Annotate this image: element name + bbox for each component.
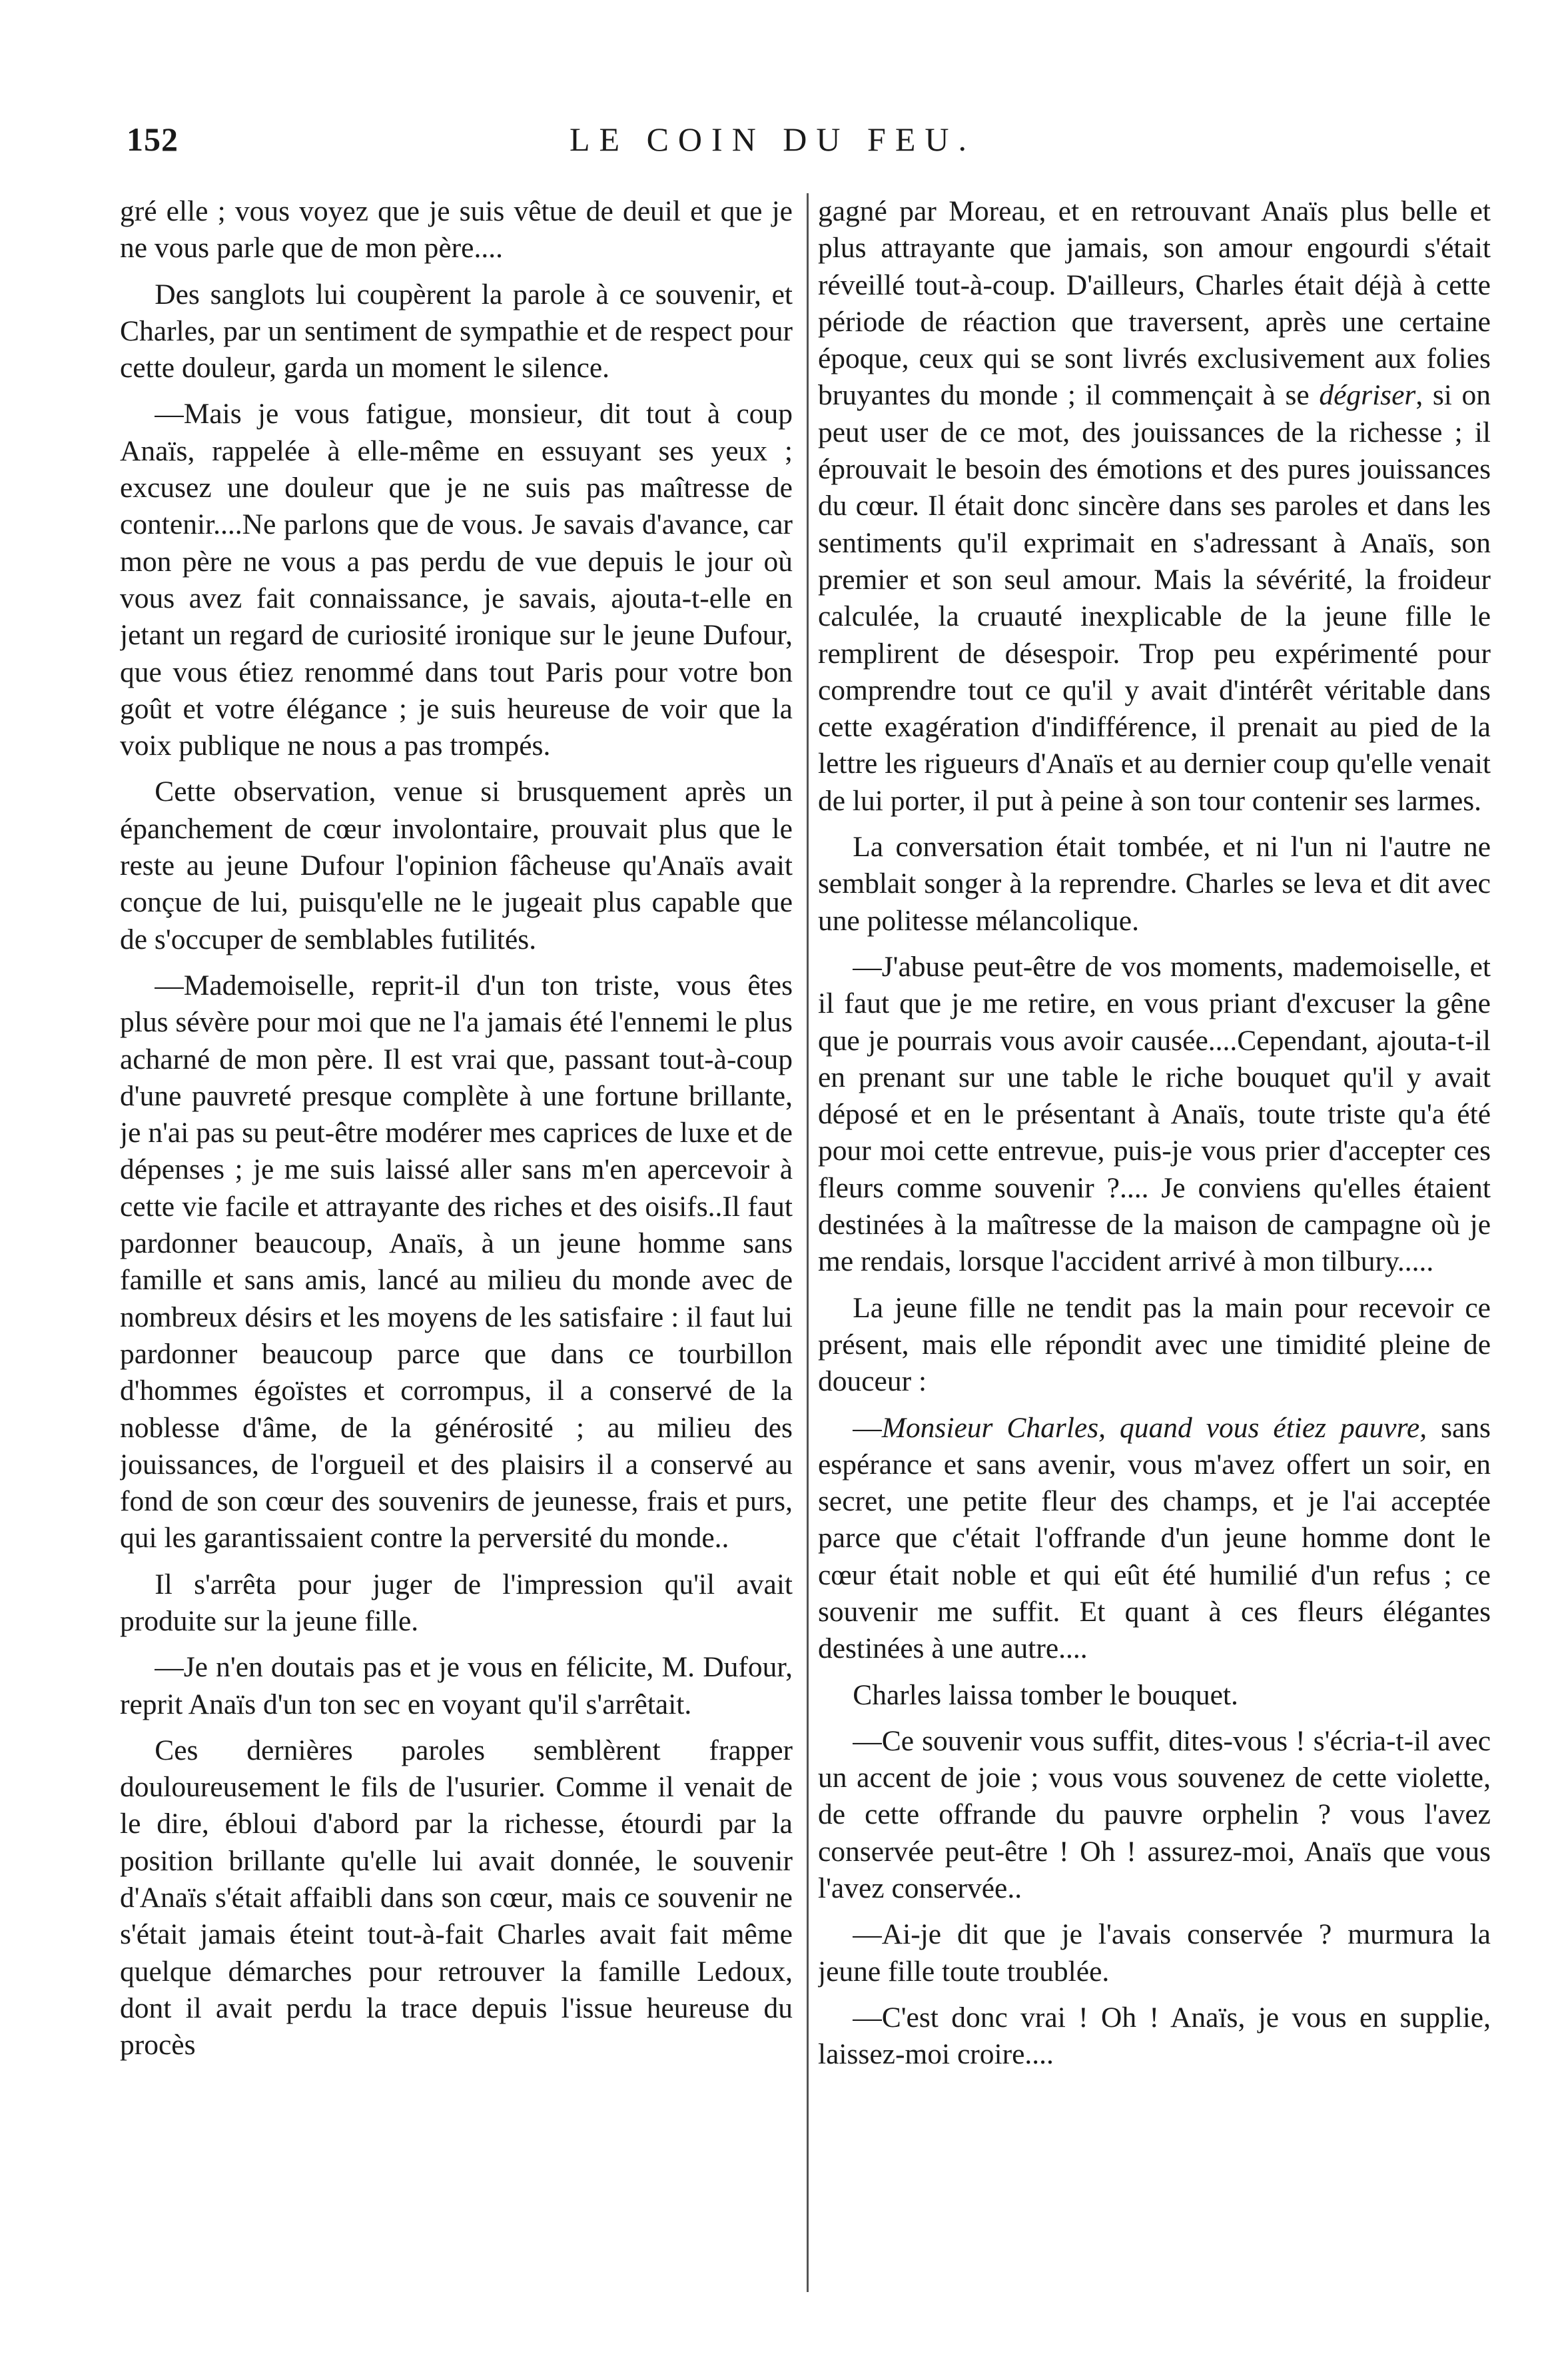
paragraph: —Je n'en doutais pas et je vous en félicite, M. Dufour, reprit Anaïs d'un ton sec en voyant qu'il s'arrêtait. (120, 1651, 793, 1720)
paragraph: La conversation était tombée, et ni l'un ni l'autre ne semblait songer à la reprendre. Charles se leva et dit avec une politesse mélancolique. (818, 831, 1491, 937)
paragraph: —Mais je vous fatigue, monsieur, dit tout à coup Anaïs, rappelée à elle-même en essuyant ses yeux ; excusez une douleur que je ne suis pas maîtresse de contenir....Ne parlons que de vous. Je savais d'avance, car mon père ne vous a pas perdu de vue depuis le jour où vous avez fait connaissance, je savais, ajouta-t-elle en jetant un regard de curiosité ironique sur le jeune Dufour, que vous étiez renommé dans tout Paris pour votre bon goût et votre élégance ; je suis heureuse de voir que la voix publique ne nous a pas trompés. (120, 398, 793, 762)
paragraph (818, 1410, 1491, 1668)
page-number: 152 (127, 121, 179, 158)
italic-phrase: Monsieur Charles, quand vous étiez pauvre, (881, 1411, 1427, 1444)
paragraph: —Mademoiselle, reprit-il d'un ton triste, vous êtes plus sévère pour moi que ne l'a jamais été l'ennemi le plus acharné de mon père. Il est vrai que, passant tout-à-coup d'une pauvreté presque complète à une fortune brillante, je n'ai pas su peut-être modérer mes caprices de luxe et de dépenses ; je me suis laissé aller sans m'en apercevoir à cette vie facile et attrayante des riches et des oisifs..Il faut pardonner beaucoup, Anaïs, à un jeune homme sans famille et sans amis, lancé au milieu du monde avec de nombreux désirs et les moyens de les satisfaire : il faut lui pardonner beaucoup parce que dans ce tourbillon d'hommes égoïstes et corrompus, il a conservé de la noblesse d'âme, de la générosité ; au milieu des jouissances, de l'orgueil et des plaisirs il a conservé au fond de son cœur des souvenirs de jeunesse, frais et purs, qui les garantissaient contre la perversité du monde.. (120, 969, 793, 1554)
paragraph: —J'abuse peut-être de vos moments, mademoiselle, et il faut que je me retire, en vous priant d'excuser la gêne que je pourrais vous avoir causée....Cependant, ajouta-t-il en prenant sur une table le riche bouquet qu'il y avait déposé et en le présentant à Anaïs, toute triste qu'a été pour moi cette entrevue, puis-je vous prier d'accepter ces fleurs comme souvenir ?.... Je conviens qu'elles étaient destinées à la maîtresse de la maison de campagne où je me rendais, lorsque l'accident arrivé à mon tilbury..... (818, 950, 1491, 1278)
paragraph: Des sanglots lui coupèrent la parole à ce souvenir, et Charles, par un sentiment de sympathie et de respect pour cette douleur, garda un moment le silence. (120, 278, 793, 384)
left-column (120, 193, 793, 2339)
text-run: — (853, 1411, 882, 1444)
paragraph: —Ce souvenir vous suffit, dites-vous ! s'écria-t-il avec un accent de joie ; vous vous souvenez de cette violette, de cette offrande du pauvre orphelin ? vous l'avez conservée peut-être ! Oh ! assurez-moi, Anaïs que vous l'avez conservée.. (818, 1724, 1491, 1905)
text-run: , si on peut user de ce mot, des jouissances de la richesse ; il éprouvait le besoin des émotions et des pures jouissances du cœur. Il était donc sincère dans ses paroles et dans les sentiments qu'il exprimait en s'adressant à Anaïs, son premier et son seul amour. Mais la sévérité, la froideur calculée, la cruauté inexplicable de la jeune fille le remplirent de désespoir. Trop peu expérimenté pour comprendre tout ce qu'il y avait d'intérêt véritable dans cette exagération d'indifférence, il prenait au pied de la lettre les rigueurs d'Anaïs et au dernier coup qu'elle venait de lui porter, il put à peine à son tour contenir ses larmes. (818, 379, 1491, 817)
page-header (127, 120, 1419, 173)
text-run: gagné par Moreau, et en retrouvant Anaïs plus belle et plus attrayante que jamais, son amour engourdi s'était réveillé tout-à-coup. D'ailleurs, Charles était déjà à cette période de réaction que traversent, après une certaine époque, ceux qui se sont livrés exclusivement aux folies bruyantes du monde ; il commençait à se (818, 195, 1491, 412)
right-column (818, 193, 1491, 2339)
paragraph: Ces dernières paroles semblèrent frapper douloureusement le fils de l'usurier. Comme il venait de le dire, ébloui d'abord par la richesse, étourdi par la position brillante qu'elle lui avait donnée, le souvenir d'Anaïs s'était affaibli dans son cœur, mais ce souvenir ne s'était jamais éteint tout-à-fait Charles avait fait même quelque démarches pour retrouver la famille Ledoux, dont il avait perdu la trace depuis l'issue heureuse du procès (120, 1734, 793, 2062)
column-divider (807, 193, 809, 2292)
paragraph: —C'est donc vrai ! Oh ! Anaïs, je vous en supplie, laissez-moi croire.... (818, 2001, 1491, 2071)
paragraph: Il s'arrêta pour juger de l'impression qu'il avait produite sur la jeune fille. (120, 1568, 793, 1637)
paragraph: La jeune fille ne tendit pas la main pour recevoir ce présent, mais elle répondit avec une timidité pleine de douceur : (818, 1291, 1491, 1398)
paragraph: —Ai-je dit que je l'avais conservée ? murmura la jeune fille toute troublée. (818, 1918, 1491, 1988)
paragraph: gré elle ; vous voyez que je suis vêtue de deuil et que je ne vous parle que de mon père.... (120, 195, 793, 265)
paragraph (818, 193, 1491, 820)
paragraph: Charles laissa tomber le bouquet. (853, 1678, 1238, 1711)
running-title: LE COIN DU FEU. (570, 121, 976, 158)
paragraph: Cette observation, venue si brusquement après un épanchement de cœur involontaire, prouvait plus que le reste au jeune Dufour l'opinion fâcheuse qu'Anaïs avait conçue de lui, puisqu'elle ne le jugeait plus capable que de s'occuper de semblables futilités. (120, 776, 793, 955)
text-run: sans espérance et sans avenir, vous m'avez offert un soir, en secret, une petite fleur des champs, et je l'ai acceptée parce que c'était l'offrande d'un jeune homme dont le cœur était noble et qui eût été humilié d'un refus ; ce souvenir me suffit. Et quant à ces fleurs élégantes destinées à une autre.... (818, 1411, 1491, 1665)
italic-word: dégriser (1319, 379, 1416, 412)
